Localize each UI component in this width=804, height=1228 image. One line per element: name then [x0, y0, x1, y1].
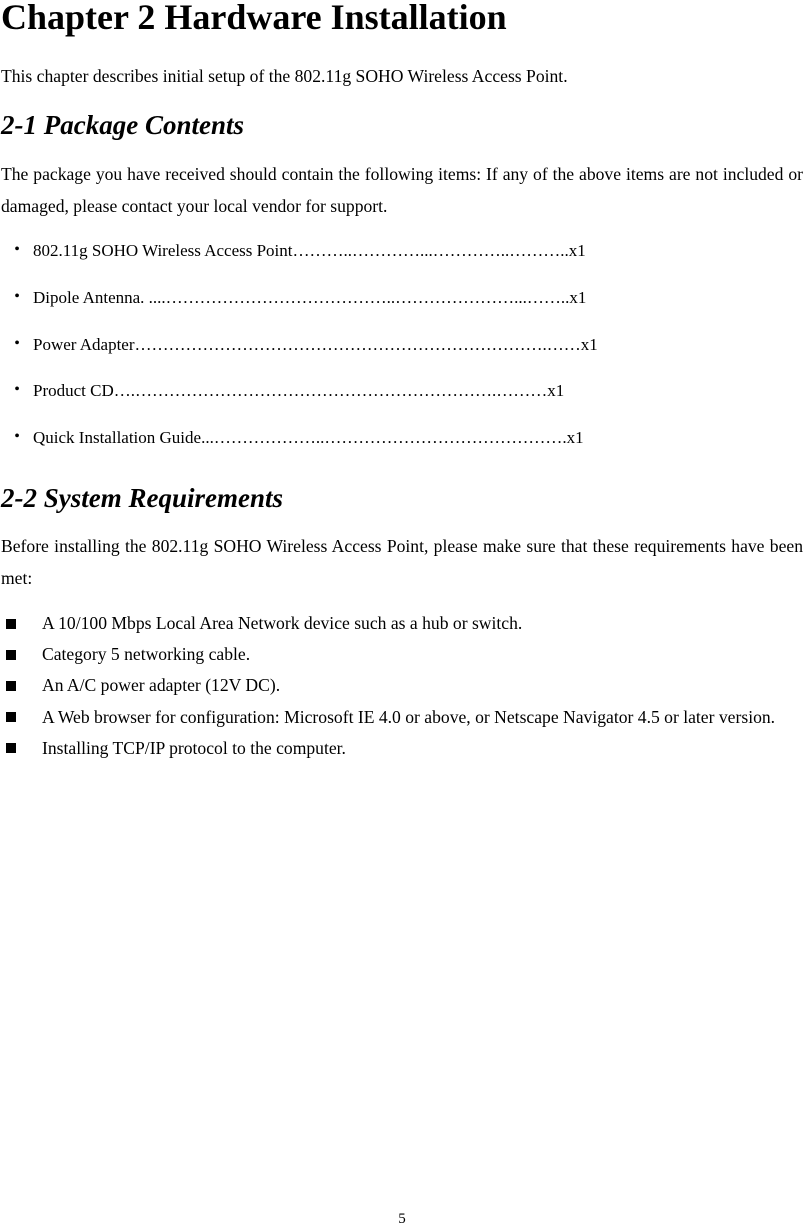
page-number: 5	[398, 1211, 406, 1227]
square-bullet-icon	[0, 702, 42, 733]
bullet-icon: •	[14, 334, 20, 352]
package-item-label: Product CD….……………………………………………………….………x1	[33, 381, 565, 401]
square-bullet-icon	[0, 639, 42, 670]
requirement-label: A Web browser for configuration: Microsoft IE 4.0 or above, or Netscape Navigator 4.5 or later version.	[42, 706, 776, 727]
bullet-icon: •	[14, 287, 20, 305]
requirements-list	[0, 608, 800, 764]
bullet-icon: •	[14, 241, 20, 258]
requirement-label: An A/C power adapter (12V DC).	[42, 675, 281, 696]
package-item-label: Quick Installation Guide...………………..…………………………………….x1	[33, 428, 584, 448]
square-bullet-icon	[0, 670, 42, 701]
list-item	[0, 670, 800, 701]
requirement-label: Installing TCP/IP protocol to the computer.	[42, 737, 346, 758]
package-item-label: Dipole Antenna. ....…………………………………..…………………...……..x1	[33, 287, 587, 307]
requirements-description: Before installing the 802.11g SOHO Wireless Access Point, please make sure that these requirements have been met:	[1, 536, 803, 588]
requirement-label: A 10/100 Mbps Local Area Network device such as a hub or switch.	[42, 613, 523, 633]
list-item	[0, 241, 598, 288]
package-description: The package you have received should contain the following items: If any of the above items are not included or damaged, please contact your local vendor for support.	[1, 164, 803, 216]
square-bullet-icon	[0, 608, 42, 639]
package-contents-list	[0, 241, 598, 475]
list-item	[0, 288, 598, 335]
package-item-label: 802.11g SOHO Wireless Access Point………..…………...…………..………..x1	[33, 241, 586, 260]
bullet-icon: •	[14, 381, 20, 399]
list-item	[0, 733, 800, 764]
package-item-label: Power Adapter……………………………………………………………….……x1	[33, 334, 598, 354]
list-item	[0, 702, 800, 733]
requirement-label: Category 5 networking cable.	[42, 644, 251, 665]
bullet-icon: •	[14, 428, 20, 446]
chapter-intro: This chapter describes initial setup of the 802.11g SOHO Wireless Access Point.	[1, 66, 568, 86]
list-item	[0, 381, 598, 428]
chapter-title: Chapter 2 Hardware Installation	[1, 0, 507, 37]
list-item	[0, 639, 800, 670]
section-title-system-requirements: 2-2 System Requirements	[1, 483, 283, 513]
list-item	[0, 428, 598, 475]
square-bullet-icon	[0, 733, 42, 764]
list-item	[0, 608, 800, 639]
list-item	[0, 335, 598, 382]
section-title-package-contents: 2-1 Package Contents	[1, 110, 244, 140]
